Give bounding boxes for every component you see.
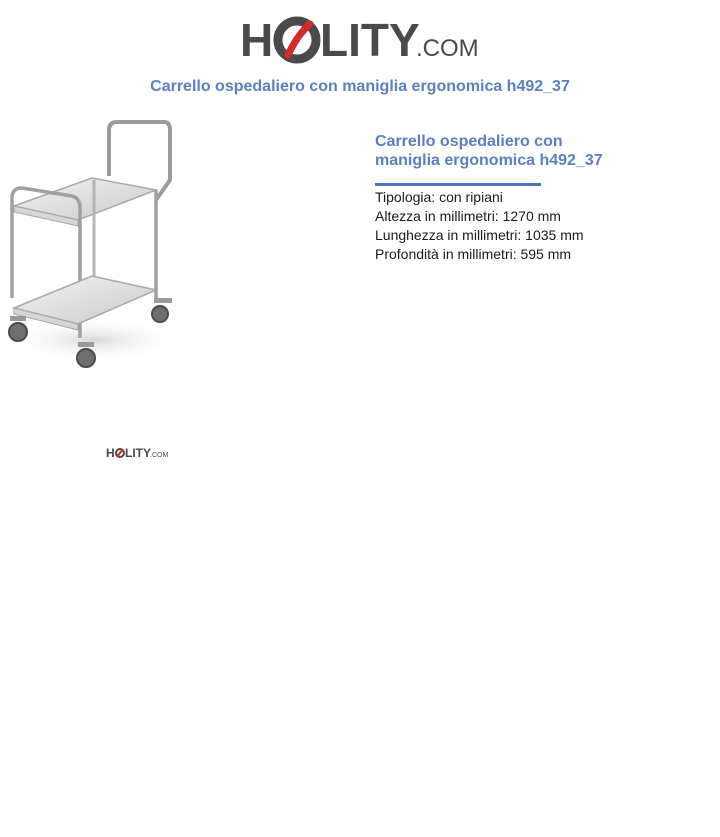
product-title: Carrello ospedaliero con maniglia ergonomica h492_37 [375,133,603,169]
hospital-trolley-image [4,118,180,376]
page-title: Carrello ospedaliero con maniglia ergonomica h492_37 [150,78,570,95]
spec-length: Lunghezza in millimetri: 1035 mm [375,227,584,243]
spec-type: Tipologia: con ripiani [375,189,503,205]
title-divider [375,183,541,186]
holity-watermark-logo [106,445,169,461]
spec-list [375,188,675,264]
product-info [375,132,675,264]
svg-text:H: H [240,14,274,66]
spec-depth: Profondità in millimetri: 595 mm [375,246,572,262]
spec-height: Altezza in millimetri: 1270 mm [375,208,561,224]
svg-text:.COM: .COM [416,35,479,62]
holity-logo-graphic [240,10,482,66]
svg-text:LITY: LITY [320,14,420,66]
svg-text:.COM: .COM [150,452,169,459]
svg-text:H: H [106,446,115,460]
holity-logo[interactable] [240,10,482,66]
svg-text:LITY: LITY [125,446,151,460]
